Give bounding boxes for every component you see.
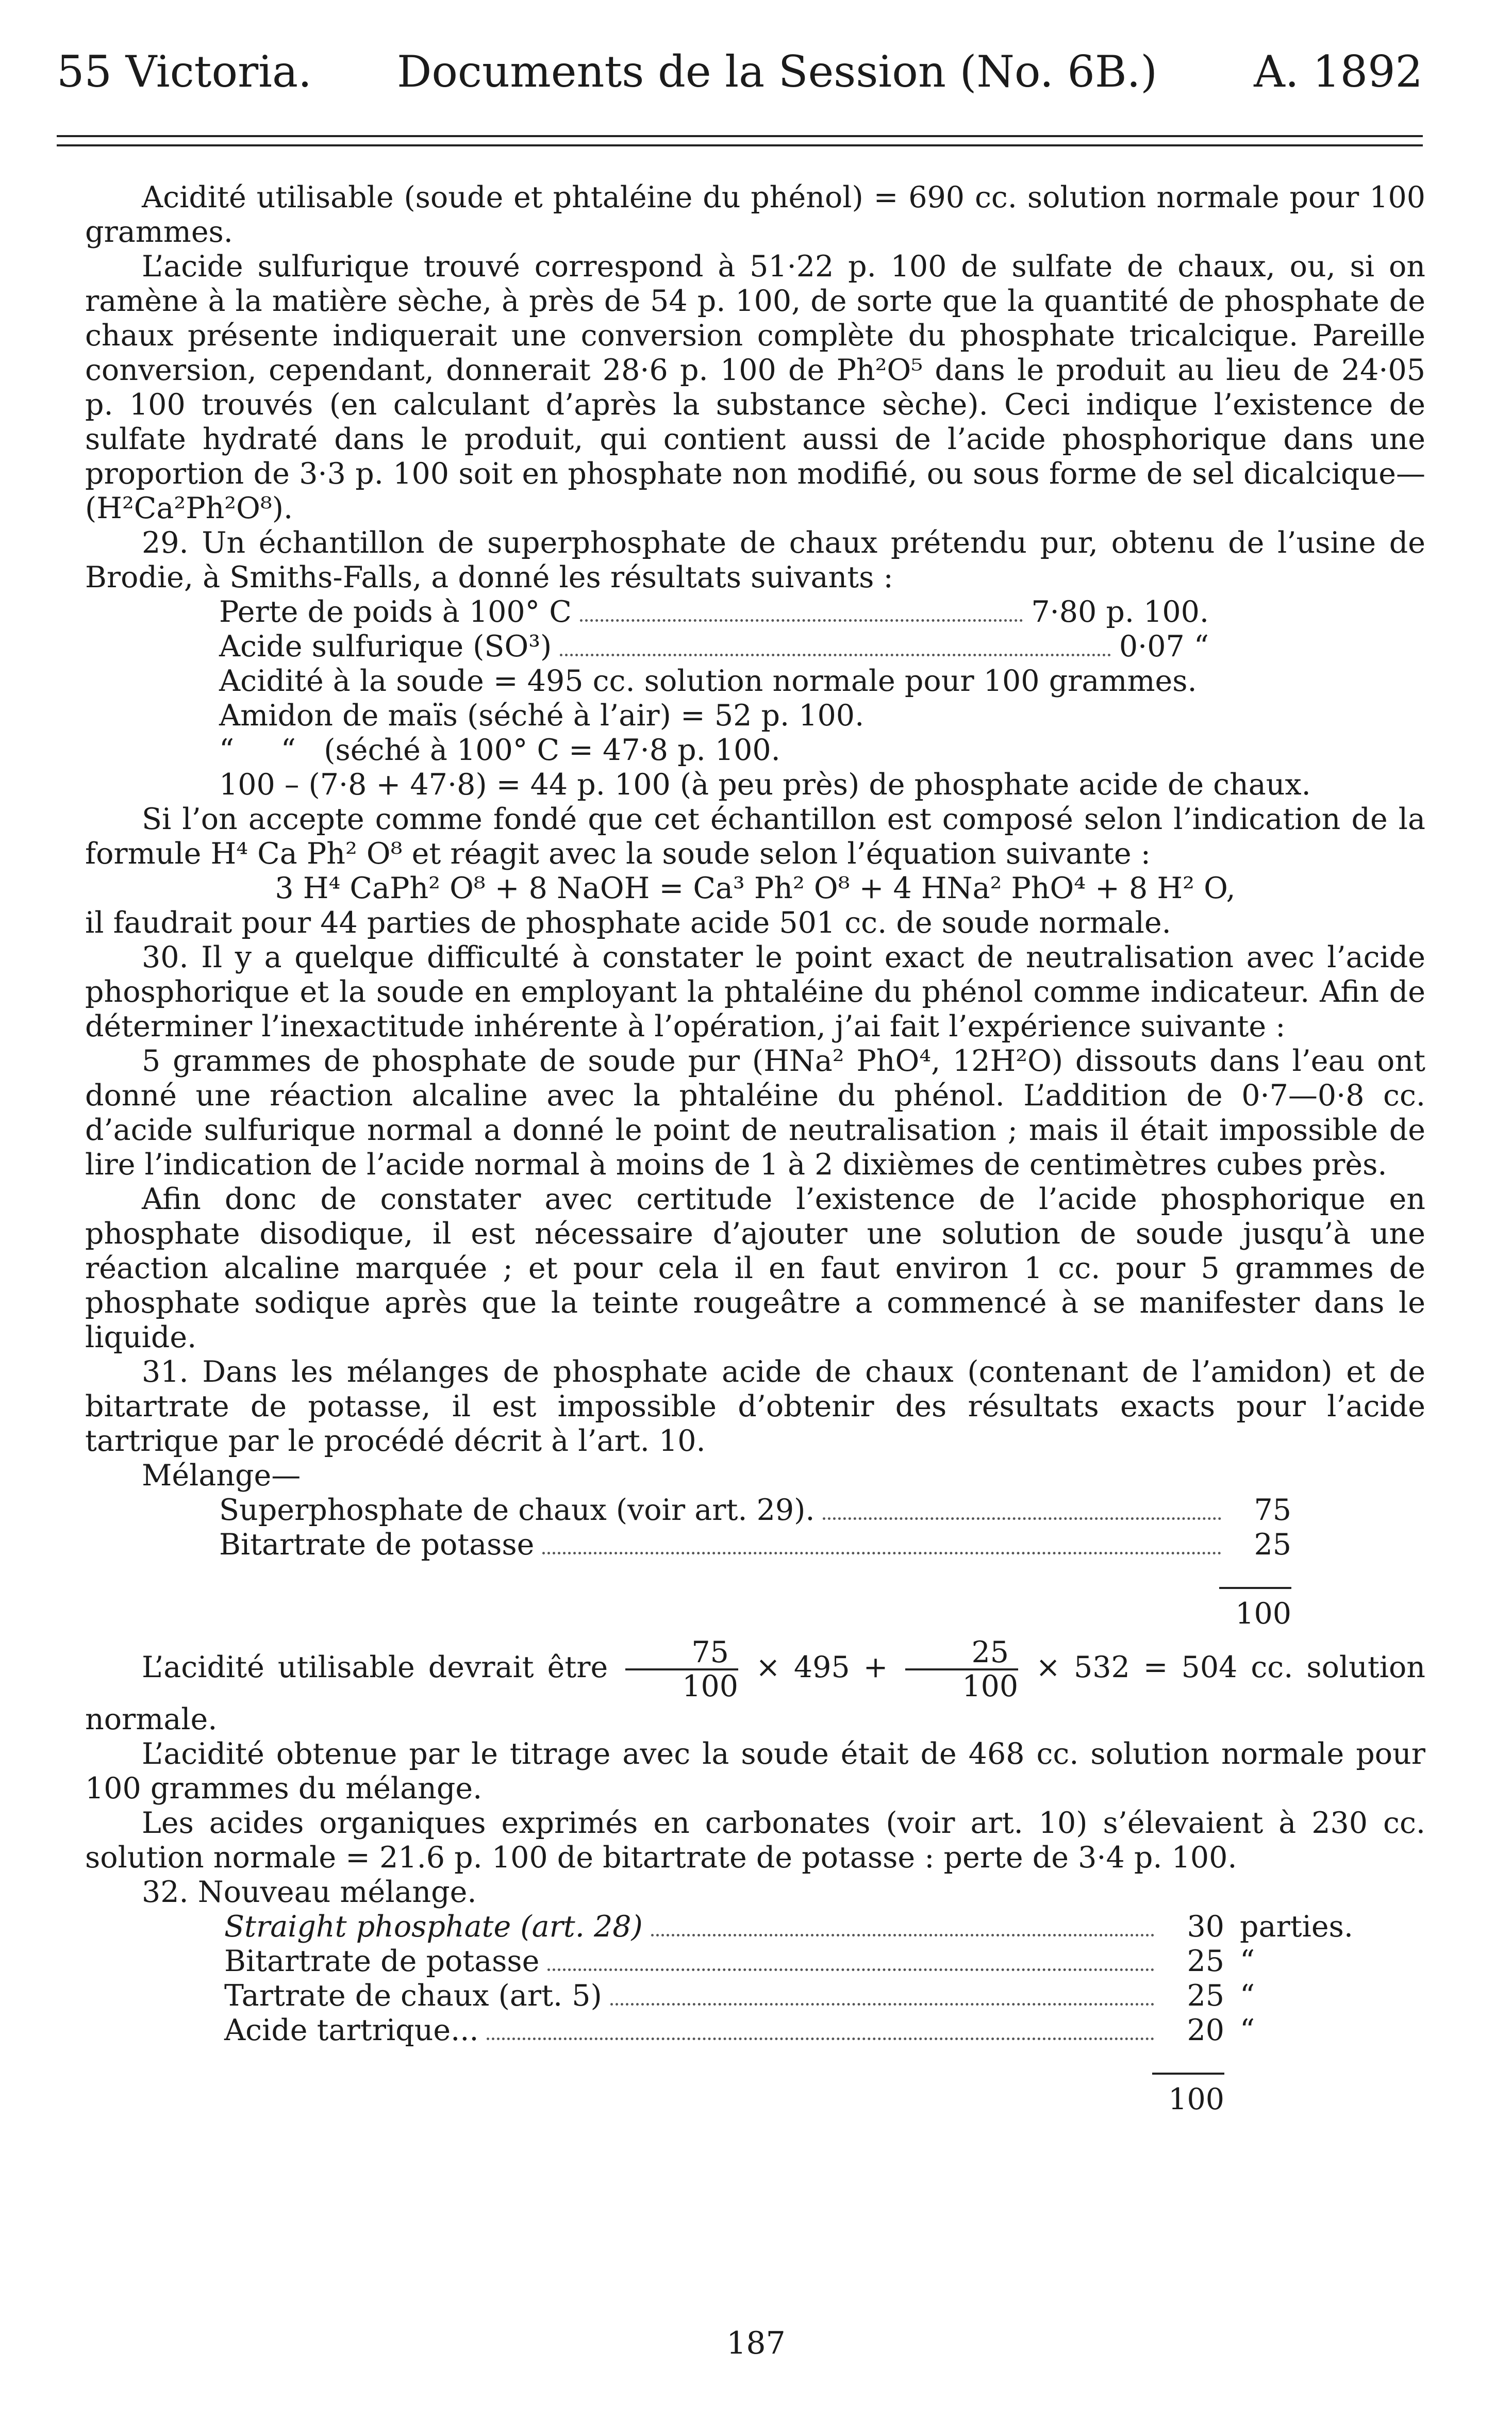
header-rule-bottom xyxy=(57,144,1423,146)
running-header xyxy=(57,46,1423,98)
list-item-label: Superphosphate de chaux (voir art. 29). xyxy=(219,1493,815,1527)
header-right: A. 1892 xyxy=(1254,46,1423,97)
paragraph: Les acides organiques exprimés en carbonates (voir art. 10) s’élevaient à 230 cc. solution normale = 21.6 p. 100 de bitartrate de potasse : perte de 3·4 p. 100. xyxy=(85,1806,1425,1875)
header-rule-top xyxy=(57,135,1423,137)
page-number: 187 xyxy=(726,2325,786,2361)
fraction xyxy=(625,1636,738,1702)
list-item-unit: “ xyxy=(1240,2013,1255,2047)
list-item xyxy=(224,1979,1374,2013)
paragraph-art-29: 29. Un échantillon de superphosphate de chaux prétendu pur, obtenu de l’usine de Brodie, à Smiths-Falls, a donné les résultats suivants : xyxy=(85,526,1425,594)
mixture-list-31 xyxy=(219,1493,1291,1631)
list-item-value: 20 xyxy=(1187,2013,1224,2047)
line: Amidon de maïs (séché à l’air) = 52 p. 100. xyxy=(219,699,865,733)
total-31 xyxy=(219,1562,1291,1631)
line: 100 – (7·8 + 47·8) = 44 p. 100 (à peu près) de phosphate acide de chaux. xyxy=(219,768,1311,802)
paragraph: Si l’on accepte comme fondé que cet échantillon est composé selon l’indication de la formule H⁴ Ca Ph² O⁸ et réagit avec la soude selon l’équation suivante : xyxy=(85,802,1425,871)
list-item xyxy=(224,1910,1374,1944)
list-item xyxy=(219,1528,1291,1562)
list-item-unit: parties. xyxy=(1240,1910,1353,1944)
header-left: 55 Victoria. xyxy=(57,46,312,97)
paragraph: L’acidité obtenue par le titrage avec la soude était de 468 cc. solution normale pour 100 grammes du mélange. xyxy=(85,1737,1425,1806)
results-list-29 xyxy=(219,595,1209,664)
total-32 xyxy=(224,2048,1374,2117)
list-item-unit: “ xyxy=(1240,1979,1255,2013)
header-center: Documents de la Session (No. 6B.) xyxy=(397,46,1158,97)
formula-suffix: × 532 = 504 cc. solution normale. xyxy=(85,1650,1426,1736)
list-item-label: Bitartrate de potasse xyxy=(224,1944,540,1978)
paragraph-art-30: 30. Il y a quelque difficulté à constater le point exact de neutralisation avec l’acide phosphorique et la soude en employant la phtaléine du phénol comme indicateur. Afin de déterminer l’inexactitude inhérente à l’opération, j’ai fait l’expérience suivante : xyxy=(85,940,1425,1044)
line: “ “ (séché à 100° C = 47·8 p. 100. xyxy=(219,733,780,767)
list-item-label: Bitartrate de potasse xyxy=(219,1528,535,1562)
list-item-value: 75 xyxy=(1254,1493,1291,1527)
list-item-value: 25 xyxy=(1187,1944,1224,1978)
list-item xyxy=(224,1944,1374,1979)
list-item-value: 7·80 p. 100. xyxy=(1031,595,1209,629)
mixture-label: Mélange— xyxy=(142,1459,301,1493)
leader-dots xyxy=(580,619,1023,622)
leader-dots xyxy=(610,2003,1154,2006)
denominator: 100 xyxy=(962,1669,1019,1703)
body-text xyxy=(85,180,1425,2117)
formula-middle: × 495 + xyxy=(756,1650,888,1685)
leader-dots xyxy=(542,1552,1221,1554)
list-item-value: 0·07 “ xyxy=(1119,630,1209,664)
formula-line xyxy=(85,1636,1425,1737)
leader-dots xyxy=(487,2038,1154,2040)
total-value: 100 xyxy=(1235,1597,1291,1631)
list-item-value: 25 xyxy=(1187,1979,1224,2013)
list-item-label: Perte de poids à 100° C xyxy=(219,595,572,629)
list-item-label: Acide sulfurique (SO³) xyxy=(219,630,552,664)
paragraph-art-32: 32. Nouveau mélange. xyxy=(142,1875,477,1909)
list-item xyxy=(219,1493,1291,1528)
sum-rule xyxy=(1152,2073,1224,2075)
mixture-list-32 xyxy=(224,1910,1374,2117)
paragraph: L’acide sulfurique trouvé correspond à 51·22 p. 100 de sulfate de chaux, ou, si on ramène à la matière sèche, à près de 54 p. 100, de sorte que la quantité de phosphate de chaux présente indiquerait une conversion complète du phosphate tricalcique. Pareille conversion, cependant, donnerait 28·6 p. 100 de Ph²O⁵ dans le produit au lieu de 24·05 p. 100 trouvés (en calculant d’après la substance sèche). Ceci indique l’existence de sulfate hydraté dans le produit, qui contient aussi de l’acide phosphorique dans une proportion de 3·3 p. 100 soit en phosphate non modifié, ou sous forme de sel dicalcique—(H²Ca²Ph²O⁸). xyxy=(85,250,1425,525)
list-item-label: Tartrate de chaux (art. 5) xyxy=(224,1979,602,2013)
line: Acidité à la soude = 495 cc. solution normale pour 100 grammes. xyxy=(219,664,1197,698)
list-item-label: Straight phosphate (art. 28) xyxy=(224,1910,643,1944)
paragraph-art-31: 31. Dans les mélanges de phosphate acide de chaux (contenant de l’amidon) et de bitartrate de potasse, il est impossible d’obtenir des résultats exacts pour l’acide tartrique par le procédé décrit à l’art. 10. xyxy=(85,1355,1425,1458)
list-item-unit: “ xyxy=(1240,1944,1255,1978)
total-value: 100 xyxy=(1168,2082,1224,2116)
leader-dots xyxy=(547,1968,1154,1971)
leader-dots xyxy=(823,1517,1221,1520)
list-item xyxy=(224,2013,1374,2048)
paragraph: il faudrait pour 44 parties de phosphate acide 501 cc. de soude normale. xyxy=(85,906,1171,940)
list-item-label: Acide tartrique... xyxy=(224,2013,479,2047)
denominator: 100 xyxy=(682,1669,739,1703)
list-item xyxy=(219,595,1209,630)
paragraph: 5 grammes de phosphate de soude pur (HNa² PhO⁴, 12H²O) dissouts dans l’eau ont donné une réaction alcaline avec la phtaléine du phénol. L’addition de 0·7—0·8 cc. d’acide sulfurique normal a donné le point de neutralisation ; mais il était impossible de lire l’indication de l’acide normal à moins de 1 à 2 dixièmes de centimètres cubes près. xyxy=(85,1044,1425,1182)
numerator: 75 xyxy=(625,1636,738,1670)
numerator: 25 xyxy=(905,1636,1018,1670)
leader-dots xyxy=(560,654,1111,656)
list-item-value: 25 xyxy=(1254,1528,1291,1562)
chemical-equation: 3 H⁴ CaPh² O⁸ + 8 NaOH = Ca³ Ph² O⁸ + 4 HNa² PhO⁴ + 8 H² O, xyxy=(275,871,1236,905)
paragraph: Afin donc de constater avec certitude l’existence de l’acide phosphorique en phosphate disodique, il est nécessaire d’ajouter une solution de soude jusqu’à une réaction alcaline marquée ; et pour cela il en faut environ 1 cc. pour 5 grammes de phosphate sodique après que la teinte rougeâtre a commencé à se manifester dans le liquide. xyxy=(85,1182,1425,1354)
list-item-value: 30 xyxy=(1187,1910,1224,1944)
sum-rule xyxy=(1219,1587,1291,1589)
formula-prefix: L’acidité utilisable devrait être xyxy=(142,1650,608,1685)
fraction xyxy=(905,1636,1018,1702)
leader-dots xyxy=(651,1934,1154,1936)
paragraph: Acidité utilisable (soude et phtaléine du phénol) = 690 cc. solution normale pour 100 grammes. xyxy=(85,180,1425,249)
list-item xyxy=(219,630,1209,664)
